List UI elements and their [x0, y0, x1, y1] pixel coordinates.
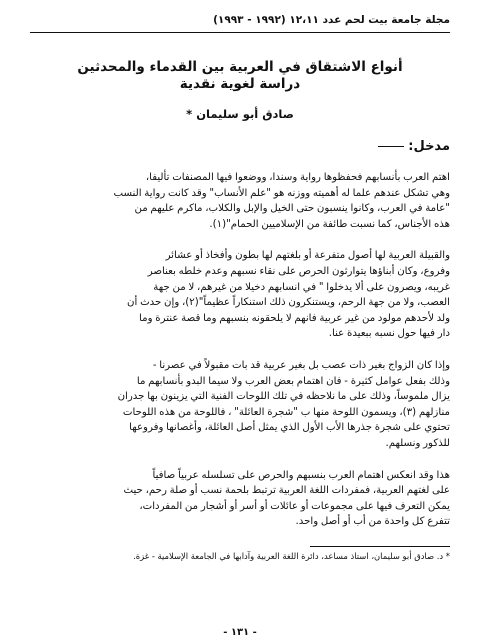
section-heading: [30, 139, 450, 154]
footnote: * د. صادق أبو سليمان، استاذ مساعد، دائرة اللغة العربية وآدابها في الجامعة الإسلامية - غزة.: [133, 550, 450, 561]
paragraph-line: ولد لأحدهم مولود من غير عربية فانهم لا يلحقونه بنسبهم وما قصة عنترة وما: [139, 312, 450, 324]
article-subtitle: دراسة لغوية نقدية: [179, 76, 301, 92]
paragraph-line: والقبيلة العربية لها أصول متفرعة أو بلغتهم لها بطون وأفخاذ أو عشائر: [165, 250, 450, 262]
article-title: أنواع الاشتقاق في العربية بين القدماء والمحدثين: [77, 59, 403, 75]
section-heading-label: مدخل:: [408, 139, 450, 154]
page-number: - ١٣١ -: [223, 627, 257, 638]
paragraph-line: على لغتهم العربية، فمفردات اللغة العربية ترتبط بلحمة نسب أو صلة رحم، حيث: [123, 485, 450, 497]
paragraph-line: وإذا كان الزواج بغير ذات عصب بل بغير عربية قد بات مقبولاً في عصرنا -: [152, 359, 450, 371]
paragraph-line: منازلهم (٣)، ويسمون اللوحة منها ب "شجرة العائلة" ، فاللوحة من هذه اللوحات: [122, 406, 450, 418]
paragraph-3: [30, 358, 450, 452]
paragraph-line: اهتم العرب بأنسابهم فحفظوها رواية وسندا، ووضعوا فيها المصنفات تأليفا،: [145, 172, 450, 183]
paragraph-line: يزال ملموساً، وذلك على ما نلاحظه في تلك اللوحات الفنية التي يزينون بها جدران: [117, 391, 450, 403]
paragraph-line: غريبه، ويصرون على ألا يدخلوا " في انسابهم دخيلا من غيرهم، لا من جهة: [153, 281, 450, 293]
paragraph-line: وذلك بفعل عوامل كثيرة - فان اهتمام بعض العرب ولا سيما البدو بأنسابهم ما: [136, 375, 450, 387]
paragraph-line: هذا وقد انعكس اهتمام العرب بنسبهم والحرص على تسلسله عربياً صافياً: [152, 469, 450, 481]
footnote-rule: [310, 546, 450, 547]
paragraph-line: تحتوي على شجرة جذرها الأب الأول الذي يمثل أصل العائلة، وأغصانها وفروعها: [129, 422, 450, 434]
paragraph-line: هذه الأجناس، كما نسبت طائفة من الإسلاميين الحمام"(١).: [209, 218, 450, 230]
paragraph-line: وفروع، وكان أبناؤها يتوارثون الحرص على نقاء نسبهم وعدم خلطه بعناصر: [147, 265, 450, 277]
header-rule: [30, 32, 450, 33]
paragraph-line: "عامة في العرب، وكانوا ينسبون حتى الخيل والإبل والكلاب، ماكرم عليهم من: [134, 203, 450, 215]
author-name: صادق أبو سليمان *: [186, 107, 294, 121]
paragraph-line: للذكور ونسلهم.: [385, 437, 450, 449]
heading-underline: [378, 146, 404, 147]
paragraph-line: العصب، ولا من جهة الرحم، ويستنكرون ذلك استنكاراً عظيماً"(٢)، وإن حدث أن: [127, 297, 450, 309]
paragraph-line: تتفرع كل واحدة من أب أو أصل واحد.: [295, 516, 450, 528]
running-head: مجلة جامعة بيت لحم عدد ١٢،١١ (١٩٩٢ - ١٩٩٣): [213, 14, 450, 26]
paragraph-line: وهي تشكل عندهم علما له أهميته ووزنه هو "علم الأنساب" وقد كانت رواية النسب: [113, 187, 450, 199]
paragraph-line: يمكن التعرف فيها على مجموعات أو عائلات أو أسر أو أشجار من المفردات،: [139, 500, 450, 512]
paragraph-1: [30, 170, 450, 232]
paragraph-2: [30, 248, 450, 342]
paragraph-4: [30, 468, 450, 530]
paragraph-line: دار فيها حول نسبه ببعيدة عنا.: [328, 328, 450, 340]
